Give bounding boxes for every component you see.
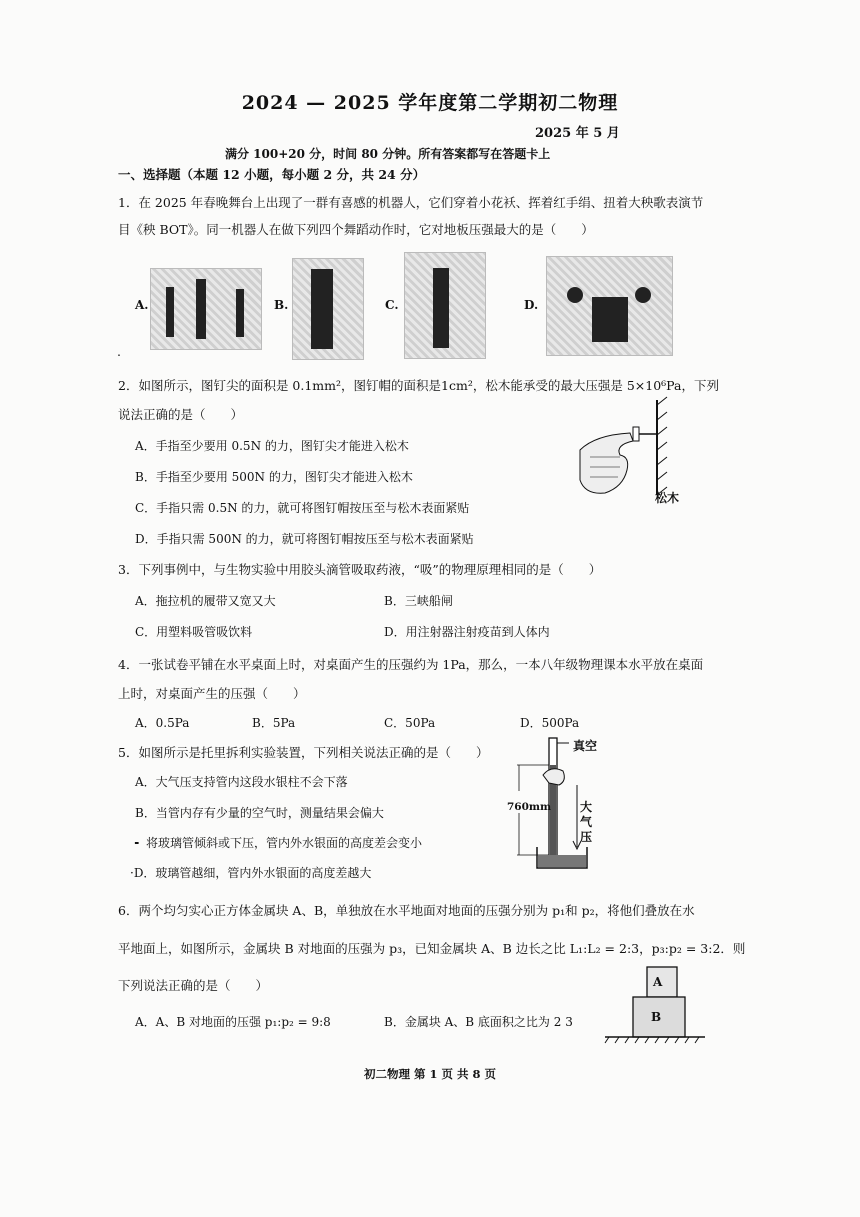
q5-height-label: 760mm (507, 801, 552, 813)
q5-option-b: B．当管内存有少量的空气时，测量结果会偏大 (135, 806, 384, 820)
q1-label-b: B. (274, 298, 289, 312)
q1-label-c: C. (385, 298, 399, 312)
section-heading: 一、选择题（本题 12 小题，每小题 2 分，共 24 分） (118, 167, 426, 182)
q3-option-b: B．三峡船闸 (384, 594, 453, 608)
q6-block-a-label: A (653, 975, 663, 989)
q4-line2: 上时，对桌面产生的压强（ ） (118, 686, 306, 701)
q4-line1: 4．一张试卷平铺在水平桌面上时，对桌面产生的压强约为 1Pa，那么，一本八年级物理课本水平放在桌面 (118, 657, 704, 672)
q2-wood-label: 松木 (655, 491, 680, 505)
q3-line1: 3．下列事例中，与生物实验中用胶头滴管吸取药液，“吸”的物理原理相同的是（ ） (118, 562, 602, 577)
q5-vacuum-label: 真空 (573, 739, 598, 753)
q2-option-d: D．手指只需 500N 的力，就可将图钉帽按压至与松木表面紧贴 (135, 532, 474, 546)
q2-option-b: B．手指至少要用 500N 的力，图钉尖才能进入松木 (135, 470, 413, 484)
q3-option-d: D．用注射器注射疫苗到人体内 (384, 625, 550, 639)
q6-line3: 下列说法正确的是（ ） (118, 978, 269, 993)
q5-line1: 5．如图所示是托里拆利实验装置，下列相关说法正确的是（ ） (118, 745, 489, 760)
q2-line2: 说法正确的是（ ） (118, 407, 244, 422)
q1-label-d: D. (524, 298, 539, 312)
q2-option-a: A．手指至少要用 0.5N 的力，图钉尖才能进入松木 (135, 439, 409, 453)
q5-option-d: ·D．玻璃管越细，管内外水银面的高度差越大 (130, 866, 372, 880)
q6-option-a: A．A、B 对地面的压强 p₁:p₂ = 9:8 (135, 1015, 331, 1029)
q2-option-c: C．手指只需 0.5N 的力，就可将图钉帽按压至与松木表面紧贴 (135, 501, 470, 515)
q1-line1: 1．在 2025 年春晚舞台上出现了一群有喜感的机器人，它们穿着小花袄、挥着红手绢、扭着大秧歌表演节 (118, 195, 704, 210)
q4-option-a: A．0.5Pa (135, 716, 190, 730)
q6-option-b: B．金属块 A、B 底面积之比为 2 3 (384, 1015, 573, 1029)
q1-photo-d (546, 256, 673, 356)
q1-photo-c (404, 252, 486, 359)
q4-option-c: C．50Pa (384, 716, 436, 730)
page-title: 2024 — 2025 学年度第二学期初二物理 (241, 92, 619, 114)
q2-line1: 2．如图所示，图钉尖的面积是 0.1mm²，图钉帽的面积是1cm²，松木能承受的最大压强是 5×10⁶Pa，下列 (118, 378, 719, 393)
q5-pressure-label-2: 气 (580, 815, 593, 829)
exam-note: 满分 100+20 分，时间 80 分钟。所有答案都写在答题卡上 (225, 147, 551, 161)
page-footer: 初二物理 第 1 页 共 8 页 (363, 1067, 497, 1081)
q6-line2: 平地面上，如图所示，金属块 B 对地面的压强为 p₃，已知金属块 A、B 边长之比 L₁:L₂ = 2:3，p₃:p₂ = 3:2．则 (118, 941, 746, 956)
q1-label-a: A. (135, 298, 149, 312)
exam-date: 2025 年 5 月 (535, 126, 620, 141)
q4-option-d: D．500Pa (520, 716, 580, 730)
q1-line2: 目《秧 BOT》。同一机器人在做下列四个舞蹈动作时，它对地板压强最大的是（ ） (118, 222, 594, 237)
q3-option-a: A．拖拉机的履带又宽又大 (135, 594, 276, 608)
q4-option-b: B．5Pa (252, 716, 296, 730)
q5-pressure-label-3: 压 (580, 830, 593, 844)
q5-pressure-label-1: 大 (580, 800, 593, 814)
q1-photo-a (150, 268, 262, 350)
q3-option-c: C．用塑料吸管吸饮料 (135, 625, 253, 639)
q6-line1: 6．两个均匀实心正方体金属块 A、B，单独放在水平地面对地面的压强分别为 p₁和 p₂，将他们叠放在水 (118, 903, 695, 918)
q5-option-a: A．大气压支持管内这段水银柱不会下落 (135, 775, 348, 789)
q5-option-c: ╸ 将玻璃管倾斜或下压，管内外水银面的高度差会变小 (135, 836, 423, 850)
q6-block-b-label: B (651, 1010, 662, 1024)
q1-dot: . (117, 344, 121, 359)
q1-photo-b (292, 258, 364, 360)
